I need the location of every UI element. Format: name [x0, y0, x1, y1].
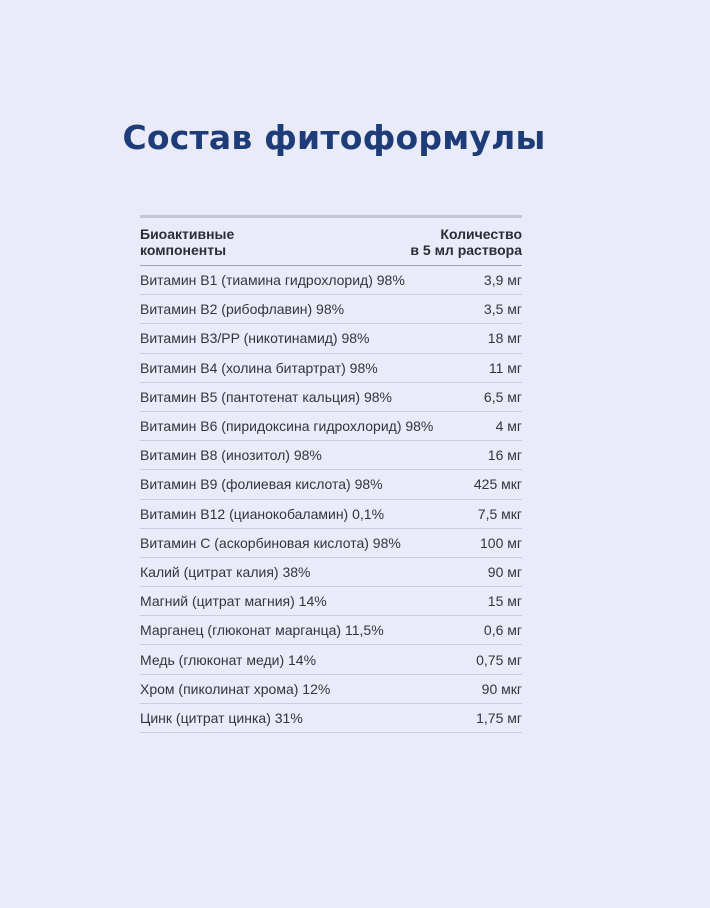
row-amount: 90 мкг [481, 680, 522, 697]
table-header [140, 218, 522, 266]
row-amount: 3,5 мг [483, 301, 522, 318]
table-row [140, 645, 522, 674]
row-component-name: Медь (глюконат меди) 14% [140, 651, 317, 668]
row-component-name: Марганец (глюконат марганца) 11,5% [140, 622, 384, 639]
table-row [140, 324, 522, 353]
row-component-name: Витамин B2 (рибофлавин) 98% [140, 301, 345, 318]
table-row [140, 266, 522, 295]
row-component-name: Витамин B9 (фолиевая кислота) 98% [140, 476, 383, 493]
row-amount: 16 мг [487, 447, 522, 464]
table-row [140, 675, 522, 704]
row-amount: 15 мг [487, 593, 522, 610]
table-row [140, 704, 522, 733]
table-row [140, 587, 522, 616]
row-amount: 11 мг [488, 359, 522, 376]
table-row [140, 295, 522, 324]
row-component-name: Витамин B6 (пиридоксина гидрохлорид) 98% [140, 418, 434, 435]
header-component: Биоактивные компоненты [140, 226, 235, 258]
row-amount: 0,75 мг [476, 651, 522, 668]
table-row [140, 558, 522, 587]
row-amount: 18 мг [487, 330, 522, 347]
table-body [140, 266, 522, 733]
row-component-name: Витамин B4 (холина битартрат) 98% [140, 359, 378, 376]
row-component-name: Магний (цитрат магния) 14% [140, 593, 327, 610]
row-amount: 7,5 мкг [477, 505, 522, 522]
table-row [140, 529, 522, 558]
row-component-name: Витамин B12 (цианокобаламин) 0,1% [140, 505, 385, 522]
row-component-name: Витамин B3/PP (никотинамид) 98% [140, 330, 370, 347]
row-amount: 6,5 мг [483, 388, 522, 405]
table-row [140, 500, 522, 529]
row-component-name: Витамин B5 (пантотенат кальция) 98% [140, 388, 392, 405]
row-amount: 100 мг [480, 534, 522, 551]
table-row [140, 470, 522, 499]
row-amount: 1,75 мг [476, 709, 522, 726]
row-component-name: Цинк (цитрат цинка) 31% [140, 709, 303, 726]
row-component-name: Хром (пиколинат хрома) 12% [140, 680, 331, 697]
table-row [140, 354, 522, 383]
row-component-name: Витамин B1 (тиамина гидрохлорид) 98% [140, 272, 405, 289]
row-component-name: Калий (цитрат калия) 38% [140, 563, 311, 580]
row-amount: 0,6 мг [483, 622, 522, 639]
table-row [140, 383, 522, 412]
row-component-name: Витамин С (аскорбиновая кислота) 98% [140, 534, 401, 551]
row-amount: 4 мг [495, 418, 522, 435]
row-amount: 425 мкг [473, 476, 522, 493]
table-row [140, 616, 522, 645]
page-title: Состав фитоформулы [122, 118, 546, 157]
composition-table [140, 215, 522, 733]
table-row [140, 441, 522, 470]
row-component-name: Витамин B8 (инозитол) 98% [140, 447, 322, 464]
row-amount: 90 мг [487, 563, 522, 580]
row-amount: 3,9 мг [483, 272, 522, 289]
table-row [140, 412, 522, 441]
header-amount: Количество в 5 мл раствора [410, 226, 522, 258]
